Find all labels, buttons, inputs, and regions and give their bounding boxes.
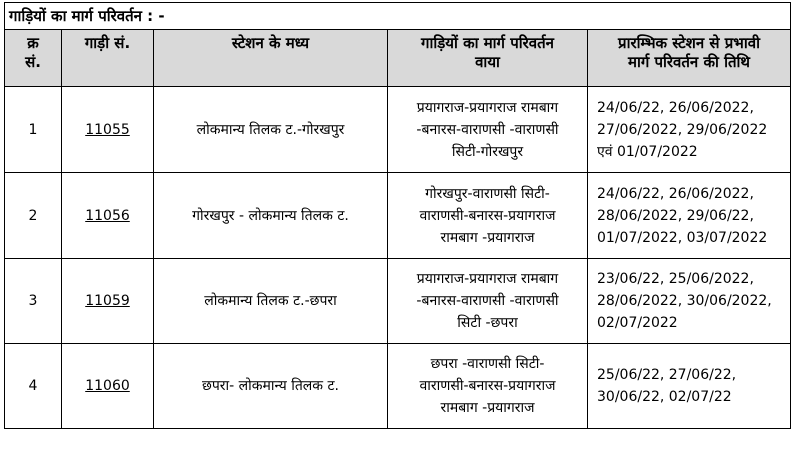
between-cell: लोकमान्य तिलक ट.-छपरा — [154, 259, 388, 344]
date-line: 24/06/22, 26/06/2022, — [597, 99, 754, 116]
train-number-link[interactable]: 11059 — [62, 259, 154, 344]
header-serial — [5, 30, 62, 87]
via-line: वाराणसी-बनारस-प्रयागराज — [419, 378, 556, 394]
via-line: प्रयागराज-प्रयागराज रामबाग — [416, 271, 559, 287]
via-line: -बनारस-वाराणसी -वाराणसी — [416, 293, 559, 309]
header-date — [588, 30, 791, 87]
table-row — [5, 87, 791, 173]
header-row — [5, 30, 791, 87]
via-line: प्रयागराज-प्रयागराज रामबाग — [416, 99, 559, 116]
via-line: वाराणसी-बनारस-प्रयागराज — [419, 207, 556, 224]
via-line: -बनारस-वाराणसी -वाराणसी — [416, 121, 559, 138]
between-cell: गोरखपुर - लोकमान्य तिलक ट. — [154, 173, 388, 259]
table-row — [5, 344, 791, 429]
via-line: छपरा -वाराणसी सिटी- — [430, 356, 545, 372]
header-date-line1: प्रारम्भिक स्टेशन से प्रभावी — [618, 34, 760, 52]
date-line: 24/06/22, 26/06/2022, — [597, 185, 754, 202]
table-row — [5, 173, 791, 259]
via-line: रामबाग -प्रयागराज — [440, 229, 535, 246]
serial-cell: 3 — [5, 259, 62, 344]
header-serial-line2: सं. — [25, 53, 41, 71]
train-number-link[interactable]: 11060 — [62, 344, 154, 429]
serial-cell: 2 — [5, 173, 62, 259]
train-diversion-table — [4, 2, 791, 429]
between-cell: छपरा- लोकमान्य तिलक ट. — [154, 344, 388, 429]
via-cell — [388, 173, 588, 259]
header-via-line1: गाड़ियों का मार्ग परिवर्तन — [421, 34, 554, 52]
serial-cell: 4 — [5, 344, 62, 429]
table-row — [5, 259, 791, 344]
header-train-no: गाड़ी सं. — [62, 30, 154, 87]
header-via — [388, 30, 588, 87]
serial-cell: 1 — [5, 87, 62, 173]
dates-cell — [588, 173, 791, 259]
via-line: सिटी -छपरा — [457, 315, 518, 331]
via-cell — [388, 87, 588, 173]
via-line: गोरखपुर-वाराणसी सिटी- — [425, 185, 550, 202]
date-line: 01/07/2022, 03/07/2022 — [597, 229, 768, 246]
date-line: 27/06/2022, 29/06/2022 — [597, 121, 768, 138]
via-cell — [388, 259, 588, 344]
date-line: 23/06/22, 25/06/2022, — [597, 271, 754, 287]
dates-cell — [588, 344, 791, 429]
header-serial-line1: क्र — [27, 34, 39, 52]
via-line: सिटी-गोरखपुर — [451, 143, 524, 160]
date-line: 28/06/2022, 29/06/22, — [597, 207, 754, 224]
train-number-link[interactable]: 11055 — [62, 87, 154, 173]
date-line: 02/07/2022 — [597, 315, 678, 331]
date-line: एवं 01/07/2022 — [597, 143, 698, 160]
header-via-line2: वाया — [475, 53, 500, 71]
dates-cell — [588, 87, 791, 173]
date-line: 25/06/22, 27/06/22, — [597, 367, 737, 383]
via-line: रामबाग -प्रयागराज — [440, 400, 535, 416]
header-date-line2: मार्ग परिवर्तन की तिथि — [627, 53, 751, 71]
date-line: 30/06/22, 02/07/22 — [597, 389, 732, 405]
via-cell — [388, 344, 588, 429]
diversion-table-container — [4, 2, 790, 429]
between-cell: लोकमान्य तिलक ट.-गोरखपुर — [154, 87, 388, 173]
section-title: गाड़ियों का मार्ग परिवर्तन : - — [5, 3, 791, 30]
train-number-link[interactable]: 11056 — [62, 173, 154, 259]
dates-cell — [588, 259, 791, 344]
header-between: स्टेशन के मध्य — [154, 30, 388, 87]
date-line: 28/06/2022, 30/06/2022, — [597, 293, 772, 309]
